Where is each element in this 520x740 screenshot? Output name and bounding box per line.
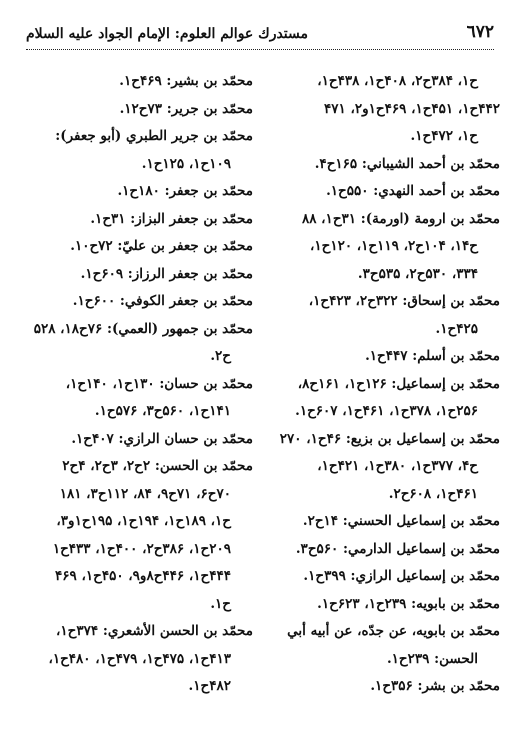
index-entry: محمّد بن بشر: ۳۵۶ح۱. — [370, 678, 500, 694]
index-entry: محمّد بن إسماعيل الدارمي: ۵۶۰ح۳. — [295, 540, 500, 557]
index-entry-continuation: ۴۲۵ح۱. — [435, 320, 478, 337]
index-columns — [20, 68, 500, 701]
index-entry: محمّد بن إسحاق: ۳۲۲ح۲، ۴۲۳ح۱، — [308, 293, 500, 309]
index-entry: محمّد بن جرير: ۷۳ح۱۲. — [119, 100, 253, 117]
index-entry: محمّد بن جعفر البزاز: ۳۱ح۱. — [90, 210, 253, 227]
index-entry-continuation: ۴۶۱ح۱، ۶۰۸ح۲. — [388, 485, 478, 502]
index-column-left — [20, 68, 253, 701]
index-entry: محمّد بن بشير: ۴۶۹ح۱. — [119, 73, 253, 89]
page-header — [26, 18, 494, 42]
index-entry: محمّد بن ارومة (اورمة): ۳۱ح۱، ۸۸ — [301, 210, 500, 227]
index-entry-continuation: ح۱. — [210, 595, 231, 612]
index-entry-continuation: ح۱، ۳۸۴ح۲، ۴۰۸ح۱، ۴۳۸ح۱، — [317, 73, 478, 89]
index-entry-continuation: ح۱، ۱۸۹ح۱، ۱۹۴ح۱، ۱۹۵ح۱و۳، — [56, 513, 231, 529]
index-entry: محمّد بن الحسن: ۲ح۲، ۳ح۲، ۴ح۲ — [62, 458, 253, 474]
running-title: مستدرك عوالم العلوم: الإمام الجواد عليه السلام — [26, 26, 309, 42]
index-entry-continuation: ۷۰ح۶، ۷۱ح۹، ۸۴، ۱۱۲ح۳، ۱۸۱ — [59, 485, 231, 502]
index-entry: محمّد بن أحمد النهدي: ۵۵۰ح۱. — [326, 183, 500, 199]
index-entry: محمّد بن إسماعيل الرازي: ۳۹۹ح۱. — [303, 568, 500, 584]
index-entry: محمّد بن جرير الطبري (أبو جعفر): — [55, 128, 253, 144]
index-entry: محمّد بن حسان: ۱۳۰ح۱، ۱۴۰ح۱، — [65, 375, 253, 392]
index-entry-continuation: ۱۴۱ح۱، ۵۶۰ح۳، ۵۷۶ح۱. — [94, 403, 231, 419]
index-entry-continuation: ۴۸۲ح۱. — [188, 678, 231, 694]
index-column-right — [267, 68, 500, 701]
index-entry: محمّد بن جمهور (العمي): ۷۶ح۱۸، ۵۲۸ — [33, 320, 253, 337]
header-rule — [26, 49, 494, 50]
index-entry: محمّد بن جعفر الكوفي: ۶۰۰ح۱. — [72, 293, 253, 309]
index-entry-continuation: ۴۴۴ح۱، ۴۴۶ح۸و۹، ۴۵۰ح۱، ۴۶۹ — [55, 568, 231, 584]
index-entry-continuation: ۲۰۹ح۱، ۳۸۶ح۲، ۴۰۰ح۱، ۴۳۳ح۱ — [52, 540, 231, 557]
index-entry: محمّد بن أسلم: ۴۴۷ح۱. — [365, 348, 500, 364]
index-entry: محمّد بن إسماعيل بن بزيع: ۴۶ح۱، ۲۷۰ — [279, 430, 500, 447]
index-entry: محمّد بن جعفر بن عليّ: ۷۲ح۱۰. — [70, 238, 253, 254]
index-entry-continuation: ح۴، ۳۷۷ح۱، ۳۸۰ح۱، ۴۲۱ح۱، — [317, 458, 478, 474]
index-entry: محمّد بن جعفر: ۱۸۰ح۱. — [117, 183, 253, 199]
index-entry-continuation: ۴۱۳ح۱، ۴۷۵ح۱، ۴۷۹ح۱، ۴۸۰ح۱، — [48, 650, 231, 667]
index-entry: محمّد بن بابويه، عن جدّه، عن أبيه أبي — [287, 623, 500, 639]
index-entry: محمّد بن جعفر الرزاز: ۶۰۹ح۱. — [80, 265, 253, 282]
index-entry: ۴۴۲ح۱، ۴۵۱ح۱، ۴۶۹ح۱و۲، ۴۷۱ — [324, 100, 500, 117]
index-entry: محمّد بن إسماعيل: ۱۲۶ح۱، ۱۶۱ح۸، — [297, 375, 500, 392]
index-entry-continuation: الحسن: ۲۳۹ح۱. — [386, 650, 478, 667]
index-entry: محمّد بن بابويه: ۲۳۹ح۱، ۶۲۳ح۱. — [317, 595, 500, 612]
index-entry: محمّد بن الحسن الأشعري: ۳۷۴ح۱، — [56, 623, 253, 639]
index-entry-continuation: ح۲. — [210, 348, 231, 364]
index-entry: محمّد بن إسماعيل الحسني: ۱۴ح۲. — [302, 513, 500, 529]
index-entry-continuation: ح۱۴، ۱۰۴ح۲، ۱۱۹ح۱، ۱۲۰ح۱، — [309, 238, 478, 254]
index-entry: محمّد بن أحمد الشيباني: ۱۶۵ح۴. — [314, 155, 500, 172]
index-entry-continuation: ح۱، ۴۷۲ح۱. — [410, 128, 478, 144]
index-entry: محمّد بن حسان الرازي: ۴۰۷ح۱. — [71, 430, 253, 447]
index-entry-continuation: ۳۳۴، ۵۳۰ح۲، ۵۳۵ح۳. — [357, 265, 478, 282]
page-number: ٦٧٢ — [466, 22, 494, 42]
index-entry-continuation: ۱۰۹ح۱، ۱۲۵ح۱. — [141, 155, 231, 172]
index-entry-continuation: ۲۵۶ح۱، ۳۷۸ح۱، ۴۶۱ح۱، ۶۰۷ح۱. — [295, 403, 478, 419]
